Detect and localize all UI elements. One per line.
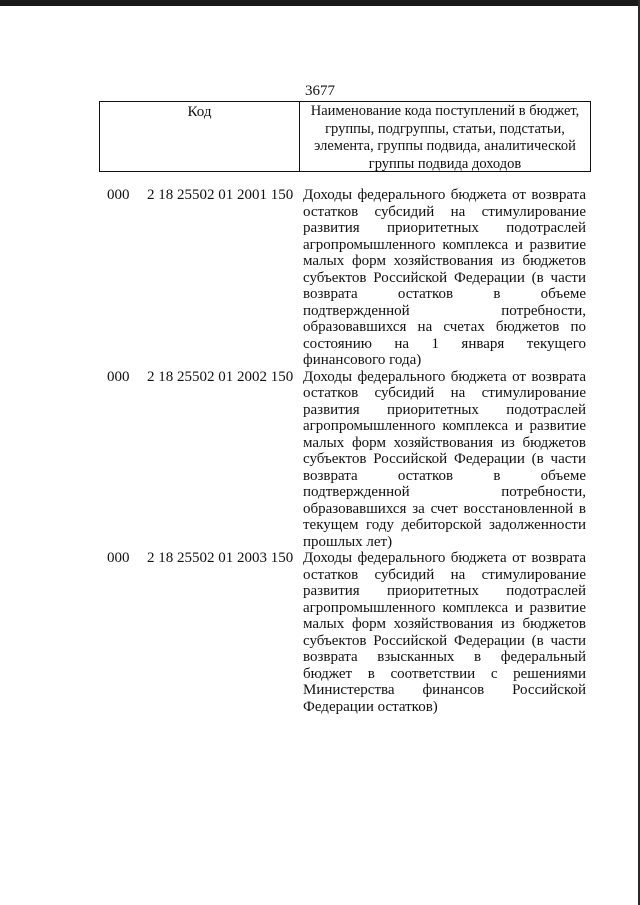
page-number: 3677	[305, 83, 335, 99]
table-row	[107, 187, 591, 369]
row-income-code: 2 18 25502 01 2003 150	[147, 550, 294, 566]
row-income-name: Доходы федерального бюджета от возврата остатков субсидий на стимулирование развития приоритетных подотраслей агропромышленного комплекса и развитие малых форм хозяйствования из бюджетов субъектов Российской Федерации (в части возврата остатков в объеме подтвержденной потребности, образовавшихся за счет восстановленной в текущем году дебиторской задолженности прошлых лет)	[303, 368, 586, 550]
table-row	[107, 550, 591, 715]
header-name-column: Наименование кода поступлений в бюджет, группы, подгруппы, статьи, подстатьи, элемента, группы подвида, аналитической группы подвида доходов	[310, 103, 580, 172]
scan-border-top	[0, 0, 640, 6]
table-row	[107, 369, 591, 551]
row-income-name: Доходы федерального бюджета от возврата остатков субсидий на стимулирование развития приоритетных подотраслей агропромышленного комплекса и развитие малых форм хозяйствования из бюджетов субъектов Российской Федерации (в части возврата взысканных в федеральный бюджет в соответствии с решениями Министерства финансов Российской Федерации остатков)	[303, 550, 586, 715]
table-header	[99, 101, 591, 172]
row-admin-code: 000	[107, 368, 130, 385]
header-code-column: Код	[100, 102, 300, 171]
row-income-code: 2 18 25502 01 2002 150	[147, 368, 294, 385]
row-admin-code: 000	[107, 550, 130, 566]
table-body	[107, 187, 591, 715]
row-admin-code: 000	[107, 187, 130, 203]
row-income-name: Доходы федерального бюджета от возврата остатков субсидий на стимулирование развития приоритетных подотраслей агропромышленного комплекса и развитие малых форм хозяйствования из бюджетов субъектов Российской Федерации (в части возврата остатков в объеме подтвержденной потребности, образовавшихся на счетах бюджетов по состоянию на 1 января текущего финансового года)	[303, 187, 586, 368]
row-income-code: 2 18 25502 01 2001 150	[147, 187, 294, 203]
